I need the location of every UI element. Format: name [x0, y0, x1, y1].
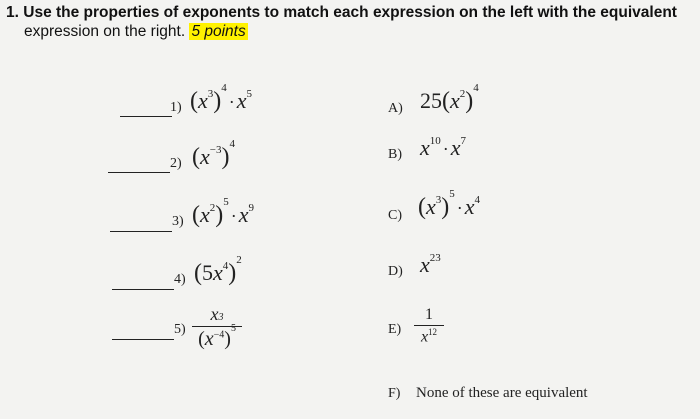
option-label-e: E)	[388, 322, 402, 337]
question-text	[6, 3, 694, 41]
points-badge: 5 points	[191, 23, 246, 40]
expression-1: $(x^3)^4\cdot x^5$	[190, 81, 253, 114]
option-label-f: F)	[388, 386, 401, 401]
option-label-d: D)	[388, 264, 403, 279]
answer-blank-4[interactable]	[112, 289, 174, 290]
answer-blank-3[interactable]	[110, 231, 172, 232]
expression-5: x3 $(x^{-4})^5$	[192, 304, 242, 351]
option-label-b: B)	[388, 147, 402, 162]
question-prompt-line2: expression on the right.	[24, 23, 186, 40]
item-label-1: 1)	[170, 100, 182, 115]
option-f-text: None of these are equivalent	[416, 385, 588, 401]
question-prompt: Use the properties of exponents to match each expression on the left with the equivalent	[23, 4, 677, 21]
option-b-expression: $x^{10} \cdot x^7$	[420, 134, 467, 160]
item-label-5: 5)	[174, 322, 186, 337]
expression-4: $(5x^4)^2$	[194, 253, 242, 286]
option-a-expression: $25(x^2)^4$	[420, 81, 479, 114]
expression-3: $(x^2)^5\cdot x^9$	[192, 195, 255, 228]
answer-blank-2[interactable]	[108, 172, 170, 173]
answer-blank-1[interactable]	[120, 116, 172, 117]
item-label-4: 4)	[174, 272, 186, 287]
option-d-expression: $x^{23}$	[420, 251, 441, 277]
expression-2: $(x^{-3})^4$	[192, 137, 235, 170]
option-e-expression: 1 $x^{12}$	[414, 306, 444, 346]
item-label-2: 2)	[170, 156, 182, 171]
question-number: 1.	[6, 4, 19, 21]
option-label-c: C)	[388, 208, 402, 223]
answer-blank-5[interactable]	[112, 339, 174, 340]
option-label-a: A)	[388, 101, 403, 116]
option-c-expression: $(x^3)^5\cdot x^4$	[418, 187, 481, 220]
item-label-3: 3)	[172, 214, 184, 229]
